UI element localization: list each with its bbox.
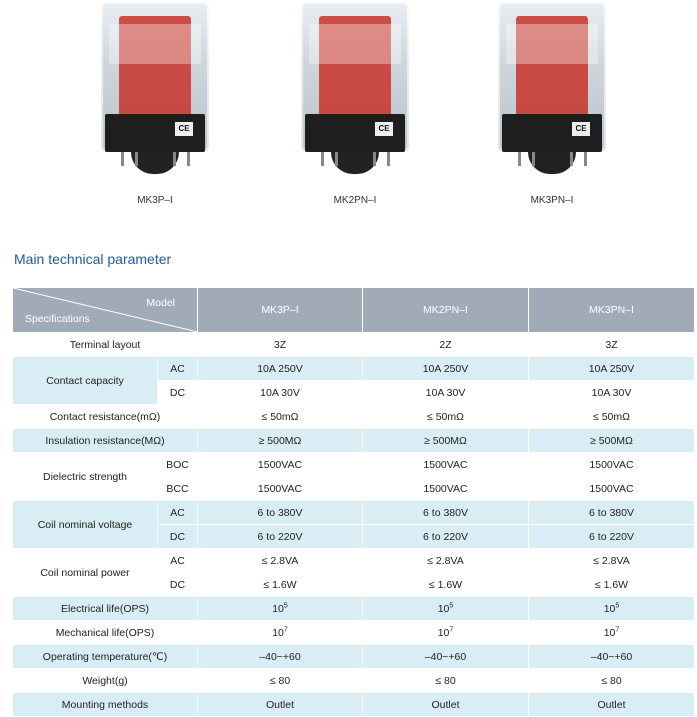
row-label: Mounting methods — [13, 693, 198, 717]
cell: 1500VAC — [198, 477, 363, 501]
cell: $10^5$ — [529, 597, 695, 621]
cell: ≤ 2.8VA — [363, 549, 529, 573]
table-row — [13, 597, 695, 621]
cell: ≤ 2.8VA — [198, 549, 363, 573]
table-row — [13, 453, 695, 477]
table-header-row — [13, 288, 695, 333]
cell: ≥ 500MΩ — [529, 429, 695, 453]
table-row — [13, 645, 695, 669]
cell: ≤ 80 — [529, 669, 695, 693]
header-model-label: Model — [146, 297, 175, 309]
table-row — [13, 621, 695, 645]
cell: –40~+60 — [363, 645, 529, 669]
spec-table — [12, 287, 695, 717]
cell: 10A 30V — [529, 381, 695, 405]
table-row — [13, 693, 695, 717]
header-specifications-label: Specifications — [25, 313, 90, 325]
cell: 6 to 220V — [198, 525, 363, 549]
cell: 1500VAC — [363, 453, 529, 477]
table-row — [13, 669, 695, 693]
sub-label: AC — [158, 501, 198, 525]
product-caption: MK2PN–I — [333, 195, 377, 206]
row-label: Weight(g) — [13, 669, 198, 693]
cell: ≤ 50mΩ — [198, 405, 363, 429]
cell: ≤ 1.6W — [198, 573, 363, 597]
row-label: Contact capacity — [13, 357, 158, 405]
cell: $10^7$ — [363, 621, 529, 645]
product-caption: MK3PN–I — [530, 195, 574, 206]
cell: –40~+60 — [198, 645, 363, 669]
cell: 1500VAC — [198, 453, 363, 477]
product-caption: MK3P–I — [137, 195, 173, 206]
cell: Outlet — [529, 693, 695, 717]
cell: Outlet — [198, 693, 363, 717]
sub-label: DC — [158, 381, 198, 405]
cell: 6 to 380V — [529, 501, 695, 525]
cell: ≤ 2.8VA — [529, 549, 695, 573]
relay-image: CE — [498, 2, 606, 187]
cell: 3Z — [198, 333, 363, 357]
diagonal-divider — [13, 288, 198, 332]
cell: Outlet — [363, 693, 529, 717]
cell: 10A 250V — [363, 357, 529, 381]
cell: ≤ 50mΩ — [363, 405, 529, 429]
cell: 1500VAC — [529, 477, 695, 501]
sub-label: AC — [158, 357, 198, 381]
product-mk3p — [95, 0, 215, 215]
column-header: MK3PN–I — [529, 288, 695, 333]
sub-label: AC — [158, 549, 198, 573]
cell: ≥ 500MΩ — [363, 429, 529, 453]
row-label: Mechanical life(OPS) — [13, 621, 198, 645]
relay-image: CE — [101, 2, 209, 187]
row-label: Contact resistance(mΩ) — [13, 405, 198, 429]
cell: 10A 30V — [363, 381, 529, 405]
product-mk2pn — [295, 0, 415, 215]
cell: $10^7$ — [529, 621, 695, 645]
cell: 6 to 380V — [363, 501, 529, 525]
cell: 10A 30V — [198, 381, 363, 405]
cell: ≤ 50mΩ — [529, 405, 695, 429]
cell: 1500VAC — [363, 477, 529, 501]
header-corner — [13, 288, 198, 333]
table-row — [13, 549, 695, 573]
table-row — [13, 429, 695, 453]
relay-image: CE — [301, 2, 409, 187]
cell: 6 to 220V — [529, 525, 695, 549]
row-label: Operating temperature(℃) — [13, 645, 198, 669]
table-row — [13, 501, 695, 525]
cell: 10A 250V — [198, 357, 363, 381]
row-label: Coil nominal power — [13, 549, 158, 597]
column-header: MK2PN–I — [363, 288, 529, 333]
sub-label: BCC — [158, 477, 198, 501]
sub-label: DC — [158, 525, 198, 549]
cell: –40~+60 — [529, 645, 695, 669]
cell: 1500VAC — [529, 453, 695, 477]
row-label: Insulation resistance(MΩ) — [13, 429, 198, 453]
row-label: Coil nominal voltage — [13, 501, 158, 549]
cell: ≤ 80 — [198, 669, 363, 693]
cell: 2Z — [363, 333, 529, 357]
cell: ≤ 1.6W — [363, 573, 529, 597]
cell: $10^5$ — [363, 597, 529, 621]
cell: ≤ 80 — [363, 669, 529, 693]
row-label: Electrical life(OPS) — [13, 597, 198, 621]
table-row — [13, 333, 695, 357]
table-row — [13, 357, 695, 381]
sub-label: BOC — [158, 453, 198, 477]
sub-label: DC — [158, 573, 198, 597]
cell: $10^5$ — [198, 597, 363, 621]
row-label: Terminal layout — [13, 333, 198, 357]
cell: 6 to 220V — [363, 525, 529, 549]
cell: ≥ 500MΩ — [198, 429, 363, 453]
table-row — [13, 405, 695, 429]
cell: ≤ 1.6W — [529, 573, 695, 597]
section-title: Main technical parameter — [14, 251, 172, 267]
cell: 6 to 380V — [198, 501, 363, 525]
cell: 3Z — [529, 333, 695, 357]
product-mk3pn — [492, 0, 612, 215]
cell: $10^7$ — [198, 621, 363, 645]
cell: 10A 250V — [529, 357, 695, 381]
row-label: Dielectric strength — [13, 453, 158, 501]
column-header: MK3P–I — [198, 288, 363, 333]
